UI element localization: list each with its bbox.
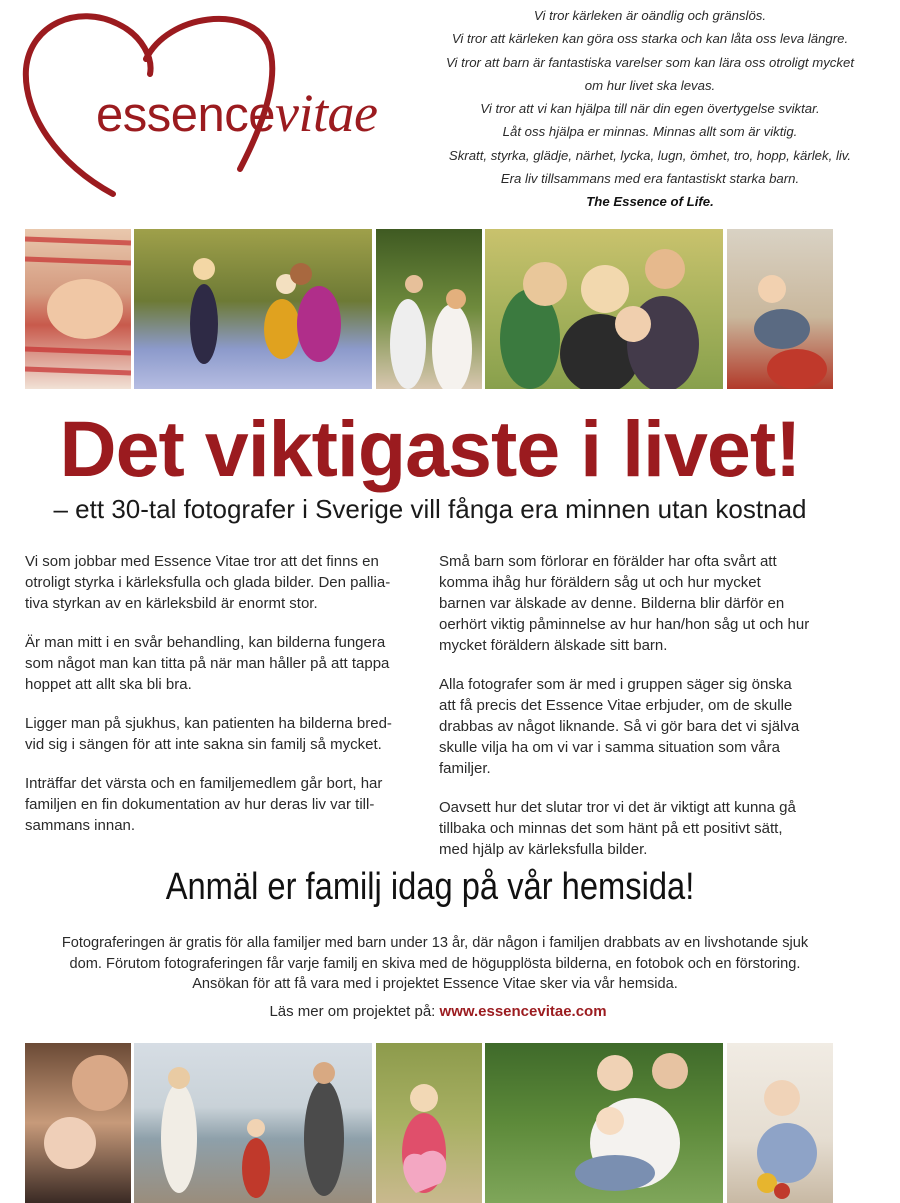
manifesto-line: Skratt, styrka, glädje, närhet, lycka, lugn, ömhet, tro, hopp, kärlek, liv. xyxy=(448,147,852,163)
photo-family-grass xyxy=(485,1043,723,1203)
page-subheadline: – ett 30-tal fotografer i Sverige vill fånga era minnen utan kostnad xyxy=(53,494,807,524)
photo-baby-hands xyxy=(25,229,131,389)
cta-description xyxy=(30,933,840,995)
photo-parents-child xyxy=(376,229,482,389)
paragraph: Vi som jobbar med Essence Vitae tror att det finns en otroligt styrka i kärleksfulla och glada bilder. Den palliativa styrkan av en kärleksbild är enormt stor. xyxy=(25,553,391,612)
photo-meadow-family xyxy=(134,229,372,389)
photo-boy-toys xyxy=(727,1043,833,1203)
photo-strip-top xyxy=(25,229,833,389)
manifesto-line: Vi tror kärleken är oändlig och gränslös. xyxy=(533,8,767,23)
cta-line: dom. Förutom fotograferingen får varje familj en skiva med de högupplösta bilderna, en fotobok och en förstoring. xyxy=(69,955,801,972)
manifesto-line: Låt oss hjälpa er minnas. Minnas allt som är viktig. xyxy=(502,124,798,140)
paragraph: Är man mitt i en svår behandling, kan bilderna fungera som något man kan titta på när man håller på att tappa hoppet att allt ska bli bra. xyxy=(25,634,390,693)
brand-wordmark: essencevitae xyxy=(96,83,378,143)
photo-girl-heart-balloon xyxy=(376,1043,482,1203)
paragraph: Alla fotografer som är med i gruppen säger sig önska att få precis det Essence Vitae erbjuder, om de skulle drabbas av något liknande. Så vi gör bara det vi själva skulle vilja ha om vi var i samma situation som våra familjer. xyxy=(439,676,800,777)
body-column-left xyxy=(25,551,397,854)
cta-line: Ansökan för att få vara med i projektet Essence Vitae sker via vår hemsida. xyxy=(192,976,678,992)
read-more xyxy=(0,1003,876,1020)
paragraph: Inträffar det värsta och en familjemedlem går bort, har familjen en fin dokumentation av hur deras liv var tillsammans innan. xyxy=(25,775,383,834)
cta-title: Anmäl er familj idag på vår hemsida! xyxy=(165,866,695,908)
read-more-label: Läs mer om projektet på: xyxy=(269,1003,436,1020)
essence-vitae-logo xyxy=(18,4,438,204)
manifesto xyxy=(440,4,860,214)
paragraph: Små barn som förlorar en förälder har ofta svårt att komma ihåg hur föräldern såg ut och hur mycket barnen var älskade av denne. Bilderna blir därför en oerhört viktig påminnelse av hur han/hon såg ut och hur mycket föräldern älskade sitt barn. xyxy=(439,553,810,654)
paragraph: Ligger man på sjukhus, kan patienten ha bilderna bredvid sig i sängen för att inte sakna sin familj så mycket. xyxy=(25,715,392,753)
photo-strip-bottom xyxy=(25,1043,833,1203)
manifesto-line: Era liv tillsammans med era fantastiskt starka barn. xyxy=(500,171,800,187)
manifesto-line: Vi tror att kärleken kan göra oss starka och kan låta oss leva längre. xyxy=(451,31,849,47)
photo-pier-walk xyxy=(134,1043,372,1203)
manifesto-signature: The Essence of Life. xyxy=(586,194,714,210)
manifesto-line: Vi tror att barn är fantastiska varelser som kan lära oss otroligt mycket xyxy=(446,54,854,70)
photo-father-baby xyxy=(25,1043,131,1203)
manifesto-line: om hur livet ska levas. xyxy=(584,77,716,93)
manifesto-line: Vi tror att vi kan hjälpa till när din egen övertygelse sviktar. xyxy=(480,101,820,117)
website-link[interactable]: www.essencevitae.com xyxy=(439,1003,607,1020)
cta-line: Fotograferingen är gratis för alla familjer med barn under 13 år, där någon i familjen drabbats av en livshotande sjuk xyxy=(61,935,809,951)
photo-toddler-play xyxy=(727,229,833,389)
page-headline: Det viktigaste i livet! xyxy=(59,404,801,493)
photo-group-hug xyxy=(485,229,723,389)
body-column-right xyxy=(439,551,811,878)
paragraph: Oavsett hur det slutar tror vi det är viktigt att kunna gå tillbaka och minnas det som hänt på ett positivt sätt, med hjälp av kärleksfulla bilder. xyxy=(439,799,796,858)
